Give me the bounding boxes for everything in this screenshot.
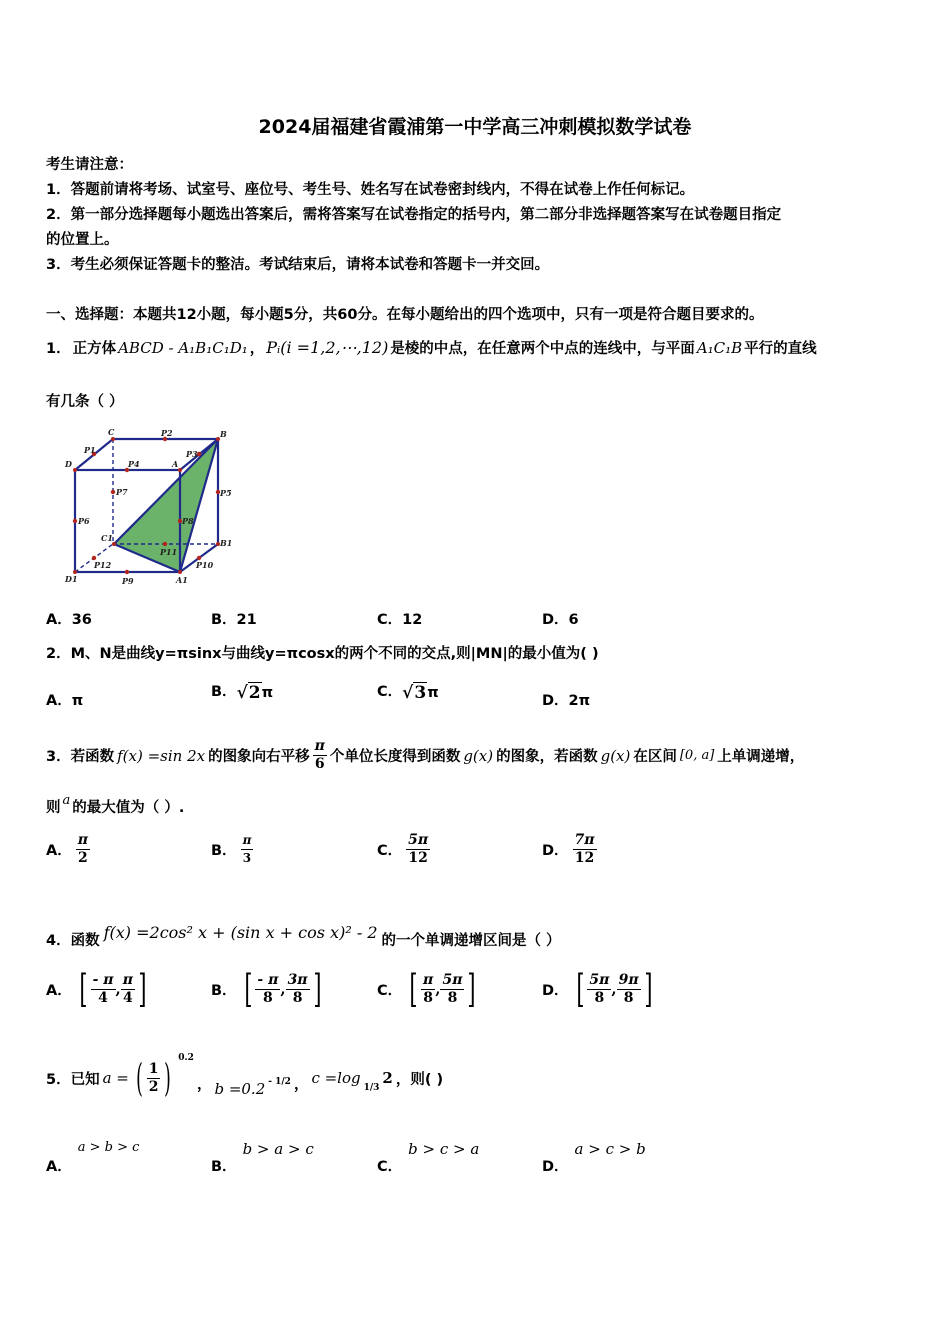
q4-option-d-interval: [ $\frac{5\pi}{8}$ , $\frac{9\pi}{8}$ ] [575,967,653,1011]
q5-a-exponent: 0.2 [178,1053,194,1063]
q5-option-a-label: A． [46,1159,72,1175]
label-p8: P8 [182,516,194,526]
q1-text-3: 平行的直线 [744,341,817,357]
q1-text-1: 正方体 [72,341,117,357]
q3-text-2: 个单位长度得到函数 [329,749,461,765]
label-p12: P12 [94,560,112,570]
q1-number: 1． [46,341,71,357]
q3-text-3: 的图象，若函数 [496,749,598,765]
label-p3: P3 [186,449,198,459]
page-title: 2024届福建省霞浦第一中学高三冲刺模拟数学试卷 [258,116,692,138]
question-3 [46,738,804,773]
label-p2: P2 [161,428,173,438]
notice-item-2-cont: 的位置上。 [46,232,119,248]
label-a: A [172,459,179,469]
q5-comma-1: ， [196,1076,212,1093]
q1-option-c[interactable]: C．12 [377,612,423,628]
q1-comma: ， [249,341,265,357]
vertex-a [178,468,182,472]
q1-option-a[interactable]: A．36 [46,612,92,628]
q4-option-b-interval: [ $\frac{- \pi}{8}$ , $\frac{3\pi}{8}$ ] [243,967,322,1011]
q1-text-4: 有几条（ ） [46,394,124,410]
notice-heading: 考生请注意： [46,157,133,173]
label-p5: P5 [220,488,232,498]
question-4 [46,915,561,950]
q5-option-b[interactable] [211,1140,314,1176]
q2-option-a[interactable]: A．π [46,693,84,709]
q3-option-d-label: D． [542,843,569,859]
q5-a-base: ( $\frac{1}{2}$ ) [135,1056,172,1100]
q4-option-a-left [91,972,116,1007]
question-2: 2．M、N是曲线y=πsinx与曲线y=πcosx的两个不同的交点,则|MN|的最小值为( ) [46,646,599,662]
q1-math-cube: ABCD - A₁B₁C₁D₁ [118,338,248,357]
q3-option-d-den: 12 [574,850,595,866]
q4-option-b[interactable] [211,967,324,1011]
q4-option-d[interactable] [542,967,655,1011]
q5-option-d[interactable] [542,1140,646,1176]
vertex-c [111,437,115,441]
q3-option-a-fraction [76,832,90,867]
label-b: B [220,429,227,439]
q3-option-c-fraction [406,832,430,867]
q3-gx-2: g(x) [600,746,631,765]
q3-text-5: 上单调递增， [717,749,805,765]
q4-option-b-label: B． [211,982,237,999]
q4-d-left-num: 5π [589,971,610,988]
q3-shift-fraction [313,738,327,773]
q3-text-start: 3．若函数 [46,749,115,765]
q4-c-right-den: 8 [447,989,458,1006]
q5-a-lhs: a = [102,1069,129,1087]
q3-option-d[interactable] [542,832,597,867]
q4-b-left-num: - π [257,971,279,988]
q2-option-c-radicand: 3 [414,683,427,703]
q4-option-b-left [255,972,280,1007]
q1-text-2: 是棱的中点，在任意两个中点的连线中，与平面 [390,341,695,357]
label-d: D [65,459,72,469]
q2-option-b-sqrt: √2 [236,683,261,703]
q1-math-plane: A₁C₁B [696,338,743,357]
q4-b-right-den: 8 [292,989,303,1006]
q3-text-7: 的最大值为（ ）. [72,800,185,816]
q3-option-b-fraction [241,832,254,867]
vertex-d [73,468,77,472]
q5-option-a-expr: a > b > c [77,1140,140,1155]
q4-option-b-right [286,972,310,1007]
point-p6 [73,519,77,523]
q3-option-a-num: π [77,832,88,848]
label-p1: P1 [84,445,96,455]
q3-option-a-label: A． [46,843,72,859]
q3-option-c-label: C． [377,843,403,859]
notice-item-3: 3．考生必须保证答题卡的整洁。考试结束后，请将本试卷和答题卡一并交回。 [46,257,550,273]
q1-option-d[interactable]: D．6 [542,612,579,628]
q2-option-b-radicand: 2 [248,683,261,703]
q5-option-a[interactable] [46,1140,139,1176]
q3-text-4: 在区间 [633,749,677,765]
q4-option-c[interactable] [377,967,479,1011]
q3-option-b-den: 3 [242,851,252,865]
vertex-a1 [178,570,182,574]
label-d1: D1 [65,574,78,584]
label-p9: P9 [122,576,134,586]
q5-option-c-expr: b > c > a [408,1140,480,1158]
q3-option-b-label: B． [211,843,237,859]
q3-option-d-num: 7π [574,832,595,848]
q3-option-d-fraction [573,832,597,867]
q5-text-start: 5．已知 [46,1071,100,1088]
q5-option-d-label: D． [542,1159,569,1175]
q4-c-left-den: 8 [423,989,433,1006]
point-p11 [163,542,167,546]
q2-option-c-pi: π [427,685,439,701]
q2-option-b-label: B． [211,684,237,700]
q4-option-d-right [617,972,641,1007]
q4-expression: f(x) =2cos² x + (sin x + cos x)² - 2 [103,923,378,942]
q5-b-expr: b =0.2 [214,1080,266,1098]
q5-b-exponent: - 1/2 [268,1077,291,1087]
q4-option-a-interval: [ $\frac{- \pi}{4}$ , $\frac{\pi}{4}$ ] [79,967,147,1011]
label-c1: C1 [101,533,113,543]
q2-option-c[interactable] [377,680,439,703]
label-a1: A1 [176,575,188,585]
question-1 [46,337,817,358]
q3-option-c-num: 5π [408,832,429,848]
q4-b-left-den: 8 [262,989,273,1006]
label-p10: P10 [196,560,214,570]
q3-option-b-num: π [241,832,254,850]
q4-d-left-den: 8 [594,989,605,1006]
label-p7: P7 [116,487,128,497]
q5-c-expr: c =log [311,1069,361,1087]
q5-option-b-expr: b > a > c [242,1140,314,1158]
q5-half [147,1061,161,1096]
q3-text-1: 的图象向右平移 [208,749,310,765]
q3-text-6: 则 [46,800,61,816]
q2-option-b-pi: π [261,685,274,701]
q4-option-c-right [440,972,464,1007]
q1-math-points: Pᵢ(i =1,2,⋯,12) [266,338,389,357]
question-5 [46,1053,444,1100]
q1-option-b[interactable]: B．21 [211,612,257,628]
q5-option-b-label: B． [211,1159,237,1175]
label-p6: P6 [78,516,90,526]
q4-b-right-num: 3π [287,971,308,988]
point-p9 [125,570,129,574]
q4-option-a-right [121,972,135,1007]
q4-option-c-left [421,972,435,1007]
label-p4: P4 [128,459,140,469]
q4-option-c-label: C． [377,982,403,999]
notice-item-1: 1．答题前请将考场、试室号、座位号、考生号、姓名写在试卷密封线内，不得在试卷上作任何标记。 [46,182,695,198]
q3-option-b[interactable] [211,832,253,867]
q5-c-arg: 2 [382,1069,393,1087]
q3-interval: [0, a] [679,748,715,763]
notice-item-2: 2．第一部分选择题每小题选出答案后，需将答案写在试卷指定的括号内，第二部分非选择题答案写在试卷题目指定 [46,207,782,223]
q3-var-a: a [62,793,71,808]
q5-half-num: 1 [148,1060,159,1077]
q4-d-right-num: 9π [618,971,639,988]
q2-option-c-sqrt: √3 [402,683,427,703]
q3-option-c-den: 12 [408,850,428,866]
q3-shift-den: 6 [314,756,325,772]
q4-option-a-label: A． [46,982,72,999]
q3-option-c[interactable] [377,832,430,867]
point-p7 [111,490,115,494]
q3-gx: g(x) [463,746,494,765]
label-b1: B1 [220,538,233,548]
q4-a-right-num: π [122,971,133,988]
q4-a-left-den: 4 [98,989,108,1006]
section-heading: 一、选择题：本题共12小题，每小题5分，共60分。在每小题给出的四个选项中，只有一项是符合题目要求的。 [46,307,764,323]
q3-option-a-den: 2 [77,850,88,866]
q4-option-d-label: D． [542,982,569,999]
q3-option-a[interactable] [46,832,90,867]
q5-comma-2: ， [293,1076,309,1093]
q3-shift-num: π [314,738,325,754]
q3-fx: f(x) =sin 2x [117,746,206,765]
q5-c-base: 1/3 [363,1083,380,1093]
question-3-line-2 [46,793,185,817]
q5-option-d-expr: a > c > b [574,1140,646,1158]
q4-option-d-left [587,972,611,1007]
q2-option-c-label: C． [377,684,403,700]
cube-figure [60,425,240,590]
q4-a-left-num: - π [92,971,114,988]
q4-d-right-den: 8 [623,989,634,1006]
label-c: C [108,427,115,437]
q4-option-a[interactable] [46,967,150,1011]
q4-text-1: 的一个单调递增区间是（ ） [381,933,561,949]
q4-c-left-num: π [422,971,434,988]
q5-option-c[interactable] [377,1140,479,1176]
label-p11: P11 [160,547,178,557]
q4-option-c-interval: [ $\frac{\pi}{8}$ , $\frac{5\pi}{8}$ ] [409,967,476,1011]
q5-option-c-label: C． [377,1159,403,1175]
q4-a-right-den: 4 [122,989,133,1006]
q4-text-start: 4．函数 [46,933,100,949]
q2-option-b[interactable] [211,680,273,703]
q5-half-den: 2 [148,1078,159,1095]
q5-text-end: ，则( ) [395,1071,444,1088]
q4-c-right-num: 5π [442,971,463,988]
q2-option-d[interactable]: D．2π [542,693,591,709]
